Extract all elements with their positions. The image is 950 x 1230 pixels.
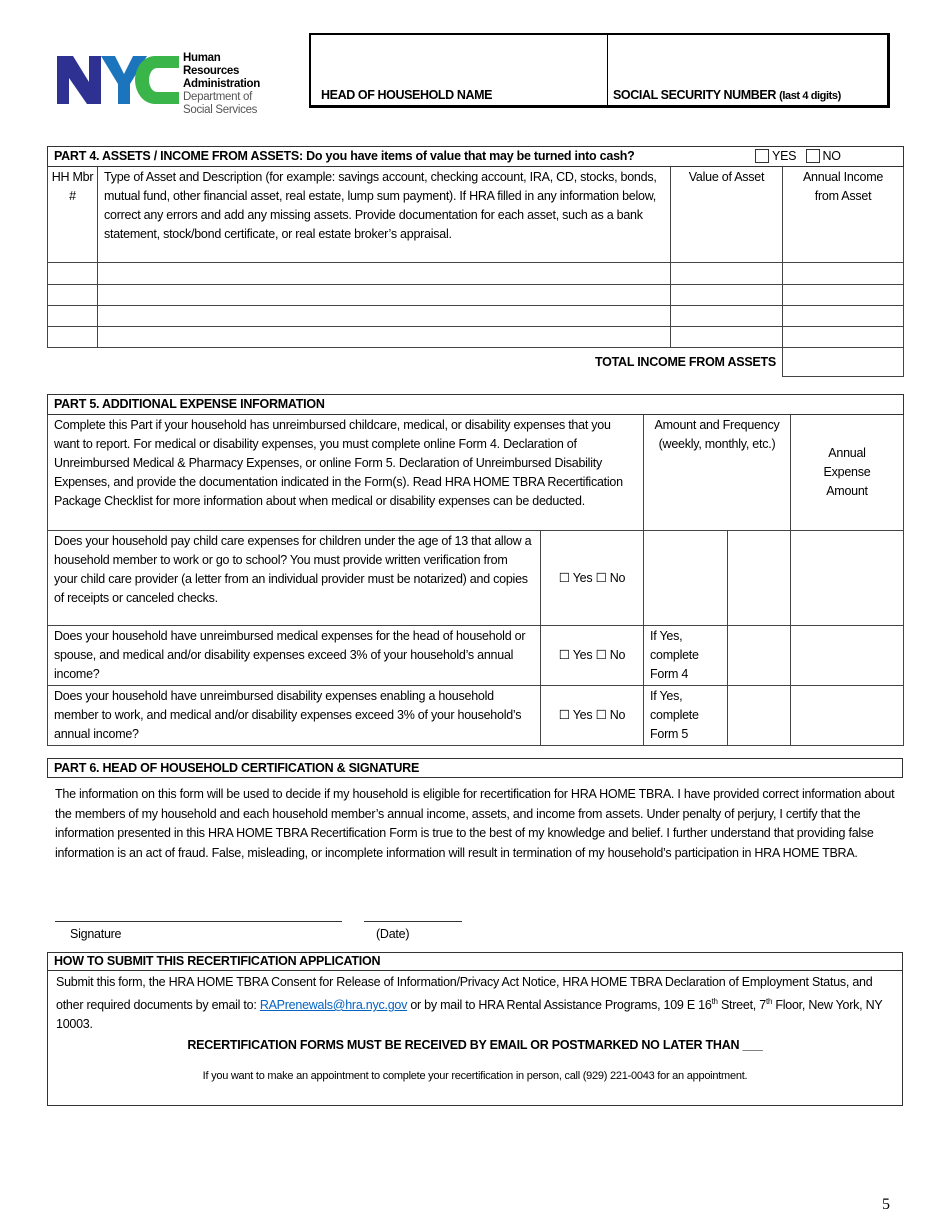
yes-no-checkboxes[interactable]: ☐ Yes ☐ No xyxy=(541,531,644,626)
desc-cell[interactable] xyxy=(98,263,671,285)
signature-label: Signature xyxy=(70,927,122,941)
amount-field[interactable] xyxy=(728,531,791,626)
yes-checkbox[interactable] xyxy=(755,149,769,163)
asset-row xyxy=(48,327,904,348)
annual-field[interactable] xyxy=(791,686,904,746)
date-label: (Date) xyxy=(376,927,410,941)
amount-field[interactable] xyxy=(728,626,791,686)
annual-field[interactable] xyxy=(791,531,904,626)
value-cell[interactable] xyxy=(671,306,783,327)
nyc-logo-icon xyxy=(55,52,180,106)
value-cell[interactable] xyxy=(671,263,783,285)
text: th xyxy=(711,997,718,1006)
deadline-notice: RECERTIFICATION FORMS MUST BE RECEIVED BY EMAIL OR POSTMARKED NO LATER THAN ___ xyxy=(187,1038,763,1053)
logo-text: Department of xyxy=(183,91,252,103)
hh-cell[interactable] xyxy=(48,263,98,285)
part6-title: PART 6. HEAD OF HOUSEHOLD CERTIFICATION & SIGNATURE xyxy=(47,758,903,778)
yes-label: YES xyxy=(772,149,797,163)
income-cell[interactable] xyxy=(783,306,904,327)
text: th xyxy=(765,997,773,1006)
header-box xyxy=(309,33,890,108)
col-hh-member: HH Mbr # xyxy=(48,167,98,263)
email-link[interactable]: RAPrenewals@hra.nyc.gov xyxy=(259,998,408,1013)
date-line[interactable] xyxy=(364,921,462,922)
desc-cell[interactable] xyxy=(98,327,671,348)
annual-field[interactable] xyxy=(791,626,904,686)
income-cell[interactable] xyxy=(783,285,904,306)
part4-title: PART 4. ASSETS / INCOME FROM ASSETS: Do you have items of value that may be turned into cash? xyxy=(54,149,635,163)
page-number: 5 xyxy=(882,1196,890,1213)
text: or by mail to HRA Rental Assistance Programs, 109 E 16 xyxy=(407,998,712,1013)
desc-cell[interactable] xyxy=(98,306,671,327)
yes-no-checkboxes[interactable]: ☐ Yes ☐ No xyxy=(541,686,644,746)
logo-text: Social Services xyxy=(183,104,258,116)
expense-row xyxy=(48,686,904,746)
head-of-household-name-field[interactable] xyxy=(311,35,608,105)
total-income-label: TOTAL INCOME FROM ASSETS xyxy=(48,348,783,377)
appointment-note: If you want to make an appointment to complete your recertification in person, call (929) 221-0043 for an appointment. xyxy=(202,1070,748,1083)
form-note: If Yes, complete Form 5 xyxy=(644,686,728,746)
col-annual-expense: Annual Expense Amount xyxy=(791,415,904,531)
text: Street, 7 xyxy=(717,998,766,1013)
value-cell[interactable] xyxy=(671,285,783,306)
asset-row xyxy=(48,285,904,306)
ssn-label: SOCIAL SECURITY NUMBER xyxy=(613,88,776,102)
total-income-field[interactable] xyxy=(783,348,904,377)
col-annual-income: Annual Income from Asset xyxy=(783,167,904,263)
amount-field[interactable] xyxy=(728,686,791,746)
expense-question: Does your household pay child care expenses for children under the age of 13 that allow a household member to work or go to school? You must provide written verification from your child care provider (a letter from an individual provider must be notarized) and copies of receipts or canceled checks. xyxy=(48,531,541,626)
name-label: HEAD OF HOUSEHOLD NAME xyxy=(321,88,493,102)
logo-text: Human Resources xyxy=(183,52,240,77)
expense-question: Does your household have unreimbursed medical expenses for the head of household or spouse, and medical and/or disability expenses exceed 3% of your household’s annual income? xyxy=(48,626,541,686)
signature-line[interactable] xyxy=(55,921,342,922)
hh-cell[interactable] xyxy=(48,327,98,348)
part5-description: Complete this Part if your household has unreimbursed childcare, medical, or disability expenses that you want to report. For medical or disability expenses, you must complete online Form 4. Declaration of Unreimbursed Medical & Pharmacy Expenses, or online Form 5. Declaration of Unreimbursed Disability Expenses, and provide the documentation indicated in the Form(s). Read HRA HOME TBRA Recertification Package Checklist for more information about when medical or disability expenses can be deducted. xyxy=(48,415,644,531)
ssn-note: (last 4 digits) xyxy=(779,90,841,102)
hh-cell[interactable] xyxy=(48,306,98,327)
desc-cell[interactable] xyxy=(98,285,671,306)
expense-row xyxy=(48,531,904,626)
text: Submit this form, the HRA HOME TBRA Consent for Release of Information/Privacy Act Notice, HRA HOME TBRA Declaration of Employment Status, and other required documents by email to: xyxy=(56,975,873,1013)
no-label: NO xyxy=(822,149,841,163)
submit-instructions xyxy=(48,971,902,1036)
part5-table xyxy=(47,394,904,746)
income-cell[interactable] xyxy=(783,263,904,285)
submit-box xyxy=(47,952,903,1106)
text: Floor, New York, NY 10003. xyxy=(56,998,883,1032)
part5-title: PART 5. ADDITIONAL EXPENSE INFORMATION xyxy=(48,395,904,415)
ssn-field[interactable] xyxy=(609,35,887,105)
yes-no-checkboxes[interactable]: ☐ Yes ☐ No xyxy=(541,626,644,686)
col-amount-frequency: Amount and Frequency (weekly, monthly, etc.) xyxy=(644,415,791,531)
asset-row xyxy=(48,306,904,327)
form-note xyxy=(644,531,728,626)
expense-question: Does your household have unreimbursed disability expenses enabling a household member to work, and medical and/or disability expenses exceed 3% of your household’s annual income? xyxy=(48,686,541,746)
expense-row xyxy=(48,626,904,686)
submit-title: HOW TO SUBMIT THIS RECERTIFICATION APPLICATION xyxy=(48,953,902,971)
no-checkbox[interactable] xyxy=(806,149,820,163)
part4-table xyxy=(47,146,904,377)
form-note: If Yes, complete Form 4 xyxy=(644,626,728,686)
col-value-of-asset: Value of Asset xyxy=(671,167,783,263)
income-cell[interactable] xyxy=(783,327,904,348)
certification-text: The information on this form will be used to decide if my household is eligible for recertification for HRA HOME TBRA. I have provided correct information about the members of my household and each household member’s annual income, assets, and income from assets. Under penalty of perjury, I certify that the information presented in this HRA HOME TBRA Recertification Form is true to the best of my knowledge and belief. I further understand that providing false information is an act of fraud. False, misleading, or incomplete information will result in termination of my household’s participation in HRA HOME TBRA. xyxy=(55,787,895,860)
value-cell[interactable] xyxy=(671,327,783,348)
hh-cell[interactable] xyxy=(48,285,98,306)
logo-text: Administration xyxy=(183,78,260,90)
asset-row xyxy=(48,263,904,285)
nyc-hra-logo xyxy=(55,52,270,116)
col-asset-description: Type of Asset and Description (for example: savings account, checking account, IRA, CD, stocks, bonds, mutual fund, other financial asset, real estate, lump sum payment). If HRA filled in any information below, correct any errors and add any missing assets. Provide documentation for each asset, such as a bank statement, stock/bond certificate, or real estate broker’s appraisal. xyxy=(98,167,671,263)
